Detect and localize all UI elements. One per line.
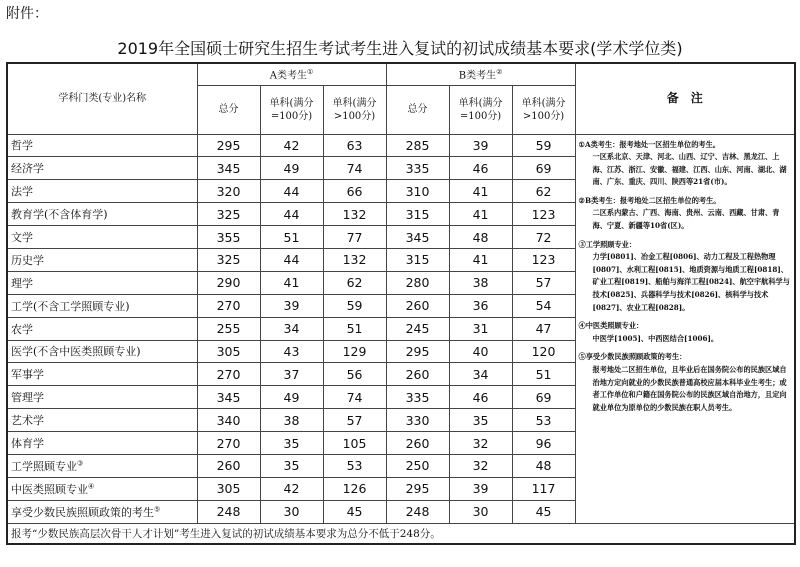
category-name: 军事学 xyxy=(7,363,197,386)
score-cell: 41 xyxy=(260,271,323,294)
score-cell: 46 xyxy=(449,157,512,180)
category-name: 文学 xyxy=(7,226,197,249)
score-cell: 53 xyxy=(512,409,575,432)
score-cell: 315 xyxy=(386,248,449,271)
score-cell: 72 xyxy=(512,226,575,249)
score-cell: 59 xyxy=(323,294,386,317)
category-name: 艺术学 xyxy=(7,409,197,432)
score-cell: 34 xyxy=(449,363,512,386)
footnote: 报考“少数民族高层次骨干人才计划”考生进入复试的初试成绩基本要求为总分不低于248分。 xyxy=(7,523,795,544)
score-cell: 39 xyxy=(260,294,323,317)
score-cell: 255 xyxy=(197,317,260,340)
score-cell: 295 xyxy=(386,477,449,500)
score-cell: 280 xyxy=(386,271,449,294)
score-cell: 305 xyxy=(197,477,260,500)
category-name: 教育学(不含体育学) xyxy=(7,203,197,226)
category-name: 中医类照顾专业④ xyxy=(7,477,197,500)
category-name: 享受少数民族照顾政策的考生⑤ xyxy=(7,500,197,523)
score-cell: 57 xyxy=(323,409,386,432)
score-cell: 63 xyxy=(323,134,386,157)
score-cell: 345 xyxy=(386,226,449,249)
category-name: 管理学 xyxy=(7,386,197,409)
score-cell: 41 xyxy=(449,203,512,226)
category-name: 历史学 xyxy=(7,248,197,271)
score-cell: 51 xyxy=(323,317,386,340)
score-cell: 39 xyxy=(449,134,512,157)
score-cell: 250 xyxy=(386,454,449,477)
note-2-head: ②B类考生：报考地处二区招生单位的考生。 xyxy=(578,195,721,205)
score-cell: 74 xyxy=(323,157,386,180)
score-cell: 248 xyxy=(197,500,260,523)
score-cell: 47 xyxy=(512,317,575,340)
note-1-head: ①A类考生：报考地处一区招生单位的考生。 xyxy=(578,139,720,149)
category-name: 法学 xyxy=(7,180,197,203)
header-b-total: 总分 xyxy=(386,85,449,134)
score-cell: 32 xyxy=(449,454,512,477)
score-cell: 96 xyxy=(512,432,575,455)
score-cell: 57 xyxy=(512,271,575,294)
score-cell: 355 xyxy=(197,226,260,249)
note-5-body: 报考地处二区招生单位，且毕业后在国务院公布的民族区域自治地方定向就业的少数民族普通高校应届本科毕业生考生；或者工作单位和户籍在国务院公布的民族区域自治地方，且定向就业单位为原单位的少数民族在职人员考生。 xyxy=(592,365,787,412)
score-cell: 123 xyxy=(512,203,575,226)
score-cell: 45 xyxy=(323,500,386,523)
header-a-single-high: 单科(满分>100分) xyxy=(323,85,386,134)
header-b-single-low: 单科(满分=100分) xyxy=(449,85,512,134)
score-cell: 39 xyxy=(449,477,512,500)
header-group-a: A类考生① xyxy=(197,63,386,85)
category-name: 工学照顾专业③ xyxy=(7,454,197,477)
score-cell: 123 xyxy=(512,248,575,271)
score-cell: 53 xyxy=(323,454,386,477)
score-cell: 340 xyxy=(197,409,260,432)
score-cell: 49 xyxy=(260,157,323,180)
header-category: 学科门类(专业)名称 xyxy=(7,63,197,134)
score-cell: 62 xyxy=(512,180,575,203)
category-name: 经济学 xyxy=(7,157,197,180)
score-cell: 40 xyxy=(449,340,512,363)
score-cell: 305 xyxy=(197,340,260,363)
category-name: 体育学 xyxy=(7,432,197,455)
score-cell: 270 xyxy=(197,294,260,317)
score-cell: 59 xyxy=(512,134,575,157)
attachment-label: 附件： xyxy=(6,6,48,22)
score-cell: 315 xyxy=(386,203,449,226)
score-cell: 48 xyxy=(449,226,512,249)
score-cell: 77 xyxy=(323,226,386,249)
score-cell: 245 xyxy=(386,317,449,340)
score-cell: 69 xyxy=(512,157,575,180)
score-cell: 54 xyxy=(512,294,575,317)
score-cell: 36 xyxy=(449,294,512,317)
header-group-b: B类考生② xyxy=(386,63,575,85)
score-cell: 44 xyxy=(260,203,323,226)
score-cell: 270 xyxy=(197,432,260,455)
score-cell: 260 xyxy=(386,363,449,386)
score-cell: 325 xyxy=(197,203,260,226)
score-cell: 285 xyxy=(386,134,449,157)
score-cell: 295 xyxy=(386,340,449,363)
score-cell: 46 xyxy=(449,386,512,409)
header-notes: 备 注 xyxy=(575,63,795,134)
score-cell: 129 xyxy=(323,340,386,363)
score-cell: 335 xyxy=(386,386,449,409)
note-3-head: ③工学照顾专业： xyxy=(578,239,637,249)
score-cell: 42 xyxy=(260,134,323,157)
score-cell: 51 xyxy=(260,226,323,249)
score-cell: 44 xyxy=(260,180,323,203)
score-cell: 345 xyxy=(197,157,260,180)
score-cell: 260 xyxy=(386,432,449,455)
score-cell: 260 xyxy=(197,454,260,477)
score-cell: 325 xyxy=(197,248,260,271)
score-cell: 45 xyxy=(512,500,575,523)
score-cell: 51 xyxy=(512,363,575,386)
score-cell: 62 xyxy=(323,271,386,294)
score-cell: 345 xyxy=(197,386,260,409)
score-cell: 105 xyxy=(323,432,386,455)
note-5-head: ⑤享受少数民族照顾政策的考生： xyxy=(578,352,687,362)
score-cell: 295 xyxy=(197,134,260,157)
score-cell: 42 xyxy=(260,477,323,500)
score-cell: 34 xyxy=(260,317,323,340)
score-cell: 132 xyxy=(323,203,386,226)
score-cell: 44 xyxy=(260,248,323,271)
score-cell: 120 xyxy=(512,340,575,363)
score-cell: 290 xyxy=(197,271,260,294)
category-name: 医学(不含中医类照顾专业) xyxy=(7,340,197,363)
header-a-total: 总分 xyxy=(197,85,260,134)
score-cell: 35 xyxy=(260,454,323,477)
score-cell: 31 xyxy=(449,317,512,340)
score-cell: 41 xyxy=(449,180,512,203)
header-a-single-low: 单科(满分=100分) xyxy=(260,85,323,134)
notes-panel xyxy=(575,134,795,523)
score-cell: 320 xyxy=(197,180,260,203)
score-cell: 335 xyxy=(386,157,449,180)
note-1-body: 一区系北京、天津、河北、山西、辽宁、吉林、黑龙江、上海、江苏、浙江、安徽、福建、江西、山东、河南、湖北、湖南、广东、重庆、四川、陕西等21省(市)。 xyxy=(592,152,787,187)
score-cell: 30 xyxy=(260,500,323,523)
category-name: 农学 xyxy=(7,317,197,340)
note-4-head: ④中医类照顾专业： xyxy=(578,321,644,331)
score-cell: 330 xyxy=(386,409,449,432)
score-cell: 56 xyxy=(323,363,386,386)
category-name: 理学 xyxy=(7,271,197,294)
score-cell: 69 xyxy=(512,386,575,409)
score-table xyxy=(6,62,796,545)
score-cell: 248 xyxy=(386,500,449,523)
score-cell: 38 xyxy=(449,271,512,294)
score-cell: 32 xyxy=(449,432,512,455)
score-cell: 132 xyxy=(323,248,386,271)
table-row xyxy=(7,134,795,157)
score-cell: 35 xyxy=(260,432,323,455)
score-cell: 37 xyxy=(260,363,323,386)
score-cell: 41 xyxy=(449,248,512,271)
page-title: 2019年全国硕士研究生招生考试考生进入复试的初试成绩基本要求(学术学位类) xyxy=(117,39,683,58)
category-name: 工学(不含工学照顾专业) xyxy=(7,294,197,317)
score-cell: 74 xyxy=(323,386,386,409)
score-cell: 117 xyxy=(512,477,575,500)
score-cell: 126 xyxy=(323,477,386,500)
score-cell: 66 xyxy=(323,180,386,203)
score-cell: 48 xyxy=(512,454,575,477)
score-cell: 38 xyxy=(260,409,323,432)
score-cell: 35 xyxy=(449,409,512,432)
score-cell: 270 xyxy=(197,363,260,386)
note-2-body: 二区系内蒙古、广西、海南、贵州、云南、西藏、甘肃、青海、宁夏、新疆等10省(区)。 xyxy=(592,208,780,231)
score-cell: 49 xyxy=(260,386,323,409)
category-name: 哲学 xyxy=(7,134,197,157)
header-b-single-high: 单科(满分>100分) xyxy=(512,85,575,134)
score-cell: 310 xyxy=(386,180,449,203)
note-4-body: 中医学[1005]、中西医结合[1006]。 xyxy=(592,333,719,343)
score-cell: 30 xyxy=(449,500,512,523)
note-3-body: 力学[0801]、冶金工程[0806]、动力工程及工程热物理[0807]、水利工程[0815]、地质资源与地质工程[0818]、矿业工程[0819]、船舶与海洋工程[0824]、航空宇航科学与技术[0825]、兵器科学与技术[0826]、核科学与技术[0827]、农业工程[0828]。 xyxy=(592,252,790,312)
score-cell: 260 xyxy=(386,294,449,317)
score-cell: 43 xyxy=(260,340,323,363)
